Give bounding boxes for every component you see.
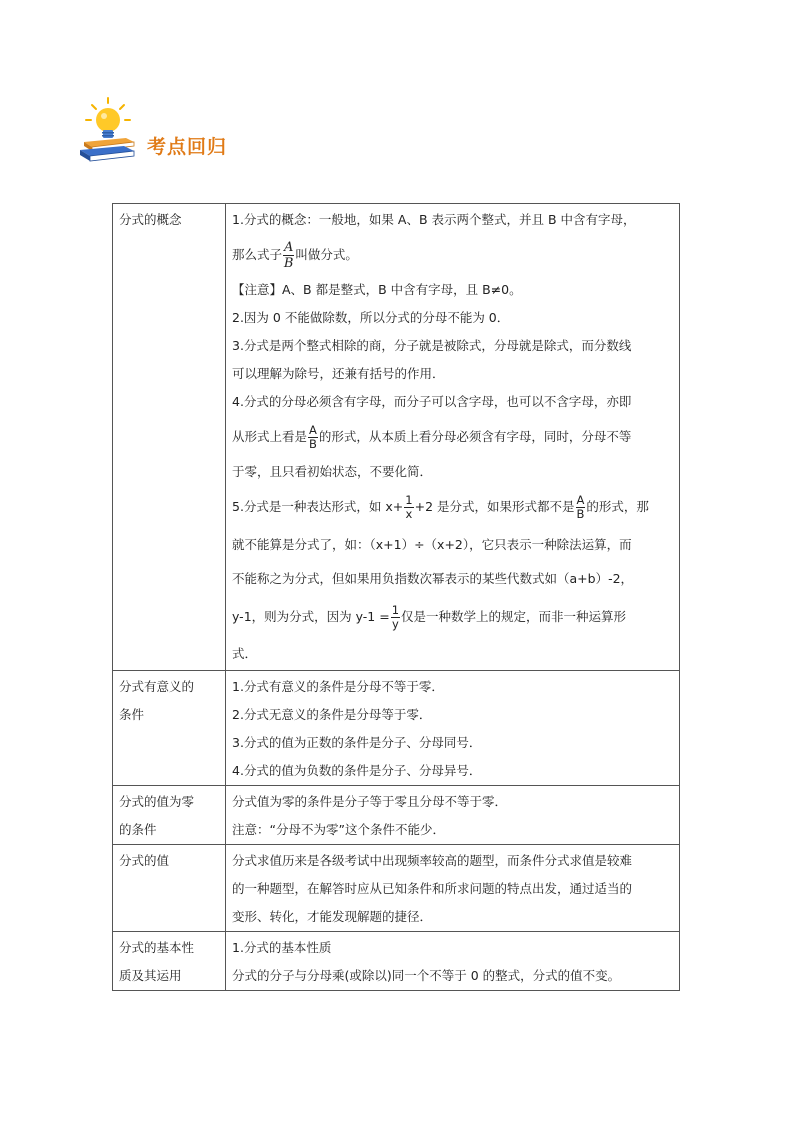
- fraction: $\frac{1}{x}$: [405, 492, 413, 521]
- fraction: $\frac{1}{y}$: [391, 602, 400, 631]
- section-title: 考点回归: [147, 136, 228, 158]
- fraction: $\frac{A}{B}$: [283, 240, 294, 271]
- row-content: 分式值为零的条件是分子等于零且分母不等于零． 注意：“分母不为零”这个条件不能少．: [226, 786, 680, 845]
- row-label: 分式有意义的 条件: [113, 671, 226, 786]
- row-content: 分式求值历来是各级考试中出现频率较高的题型，而条件分式求值是较难 的一种题型，在解答时应从已知条件和所求问题的特点出发，通过适当的 变形、转化，才能发现解题的捷径．: [226, 845, 680, 932]
- section-header: [78, 96, 278, 166]
- row-content: 1.分式的基本性质 分式的分子与分母乘(或除以)同一个不等于 0 的整式，分式的值不变。: [226, 932, 680, 991]
- table-row: [113, 845, 680, 932]
- row-content: 1.分式的概念：一般地，如果 A、B 表示两个整式，并且 B 中含有字母， 那么式子 $\frac{A}{B}$ 叫做分式。 【注意】A、B 都是整式，B 中含有字母，且 B≠0。 2.因为 0 不能做除数，所以分式的分母不能为 0． 3.分式是两个整式相除的商，分子就是被除式，分母就是除式，而分数线 可以理解为除号，还兼有括号的作用． 4.分式的分母必须含有字母，而分子可以含字母，也可以不含字母，亦即 从形式上看是 $\frac{A}{B}$ 的形式，从本质上看分母必须含有字母，同时，分母不等 于零，且只看初始状态，不要化简． 5.分式是一种表达形式，如 x+ $\frac{1}{x}$ +2 是分式，如果形式都不是 $\frac{A}{B}$ 的形式，那 就不能算是分式了，如：（x+1）÷（x+2），它只表示一种除法运算，而 不能称之为分式，但如果用负指数次幂表示的某些代数式如（a+b）-2， y-1，则为分式，因为 y-1 = $\frac{1}{y}$ 仅是一种数学上的规定，而非一种运算形 式．: [226, 204, 680, 671]
- lightbulb-books-icon: [78, 96, 140, 164]
- row-label: 分式的基本性 质及其运用: [113, 932, 226, 991]
- table-row: [113, 204, 680, 671]
- knowledge-table: [112, 203, 680, 991]
- row-label: 分式的值为零 的条件: [113, 786, 226, 845]
- fraction: $\frac{A}{B}$: [576, 492, 585, 521]
- row-content: 1.分式有意义的条件是分母不等于零． 2.分式无意义的条件是分母等于零． 3.分式的值为正数的条件是分子、分母同号． 4.分式的值为负数的条件是分子、分母异号．: [226, 671, 680, 786]
- table-row: [113, 786, 680, 845]
- table-row: [113, 671, 680, 786]
- row-label: 分式的概念: [113, 204, 226, 671]
- row-label: 分式的值: [113, 845, 226, 932]
- table-row: [113, 932, 680, 991]
- fraction: $\frac{A}{B}$: [309, 422, 317, 451]
